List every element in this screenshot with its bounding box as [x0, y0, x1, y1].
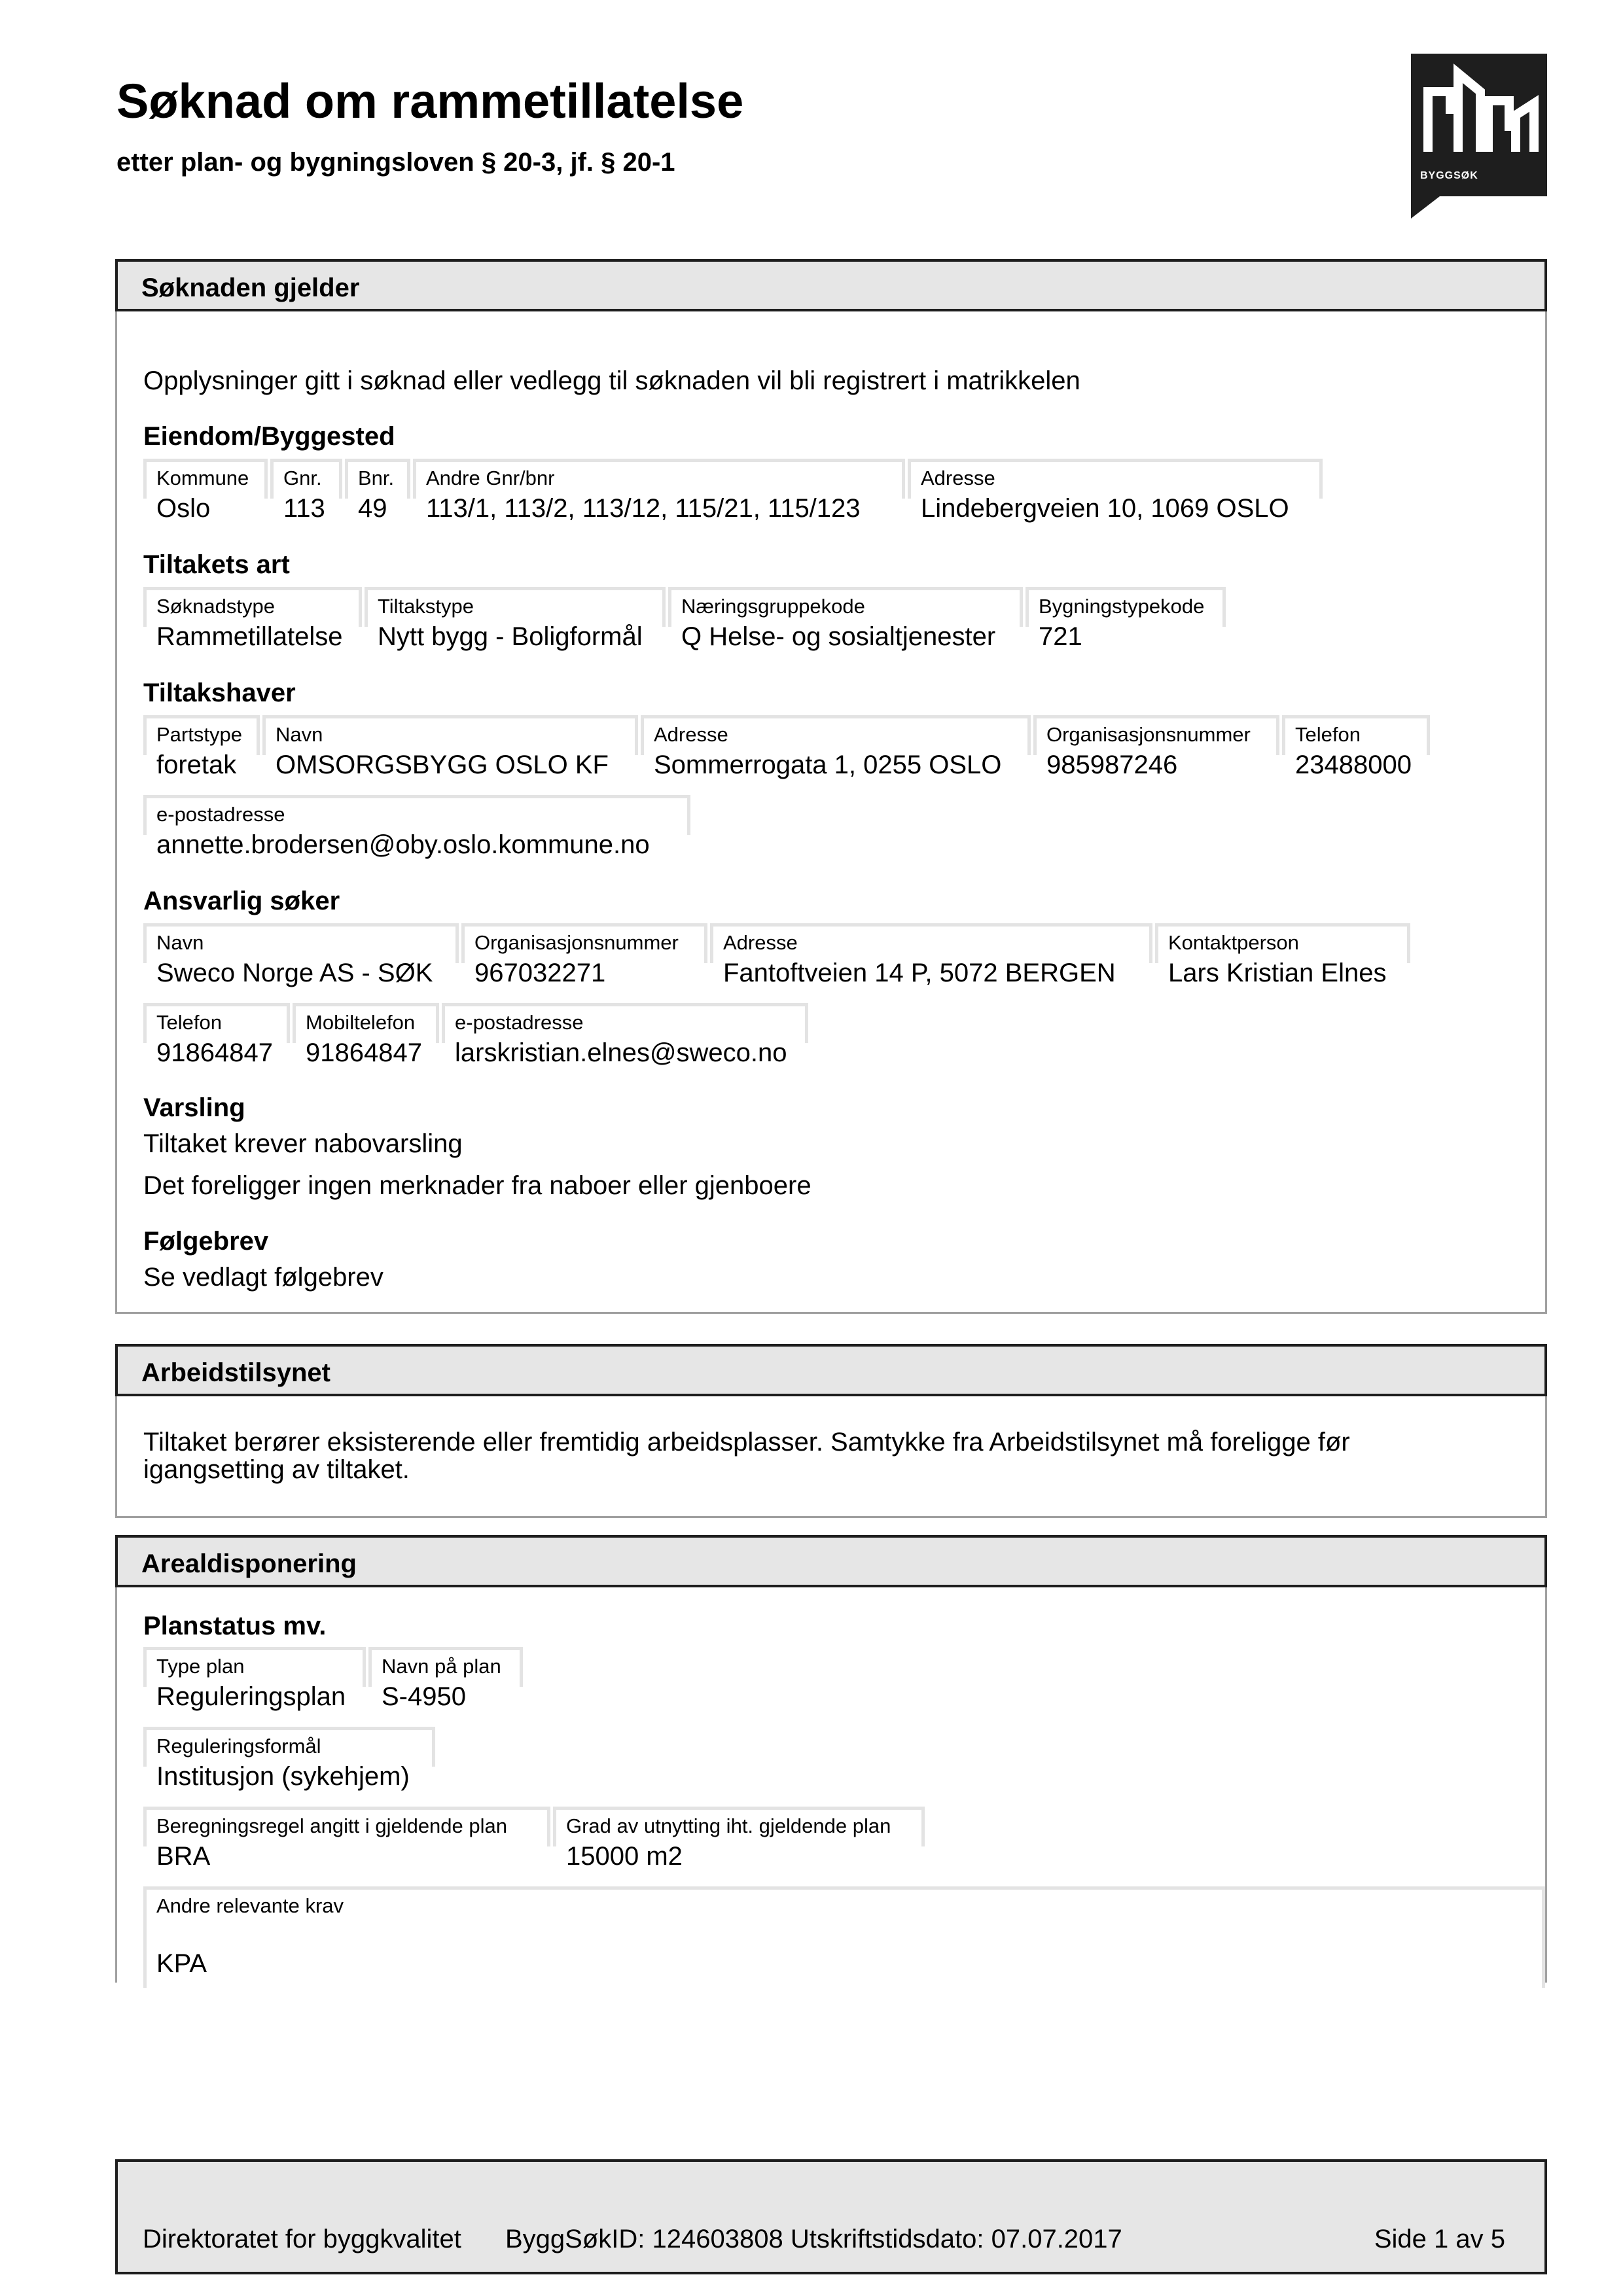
- document-subtitle: etter plan- og bygningsloven § 20-3, jf. § 20-1: [116, 148, 675, 177]
- section-title: Arealdisponering: [141, 1549, 357, 1578]
- field-type-plan: Type plan Reguleringsplan: [143, 1647, 366, 1711]
- tiltakshaver-heading: Tiltakshaver: [143, 679, 296, 707]
- building-logo-icon: [1411, 54, 1547, 171]
- field-andre-relevante-krav: Andre relevante krav KPA: [143, 1886, 1545, 1985]
- varsling-heading: Varsling: [143, 1093, 245, 1122]
- field-soker-navn: Navn Sweco Norge AS - SØK: [143, 923, 459, 987]
- footer-organization: Direktoratet for byggkvalitet: [143, 2225, 461, 2253]
- field-tiltakshaver-epost: e-postadresse annette.brodersen@oby.oslo.kommune.no: [143, 795, 690, 859]
- document-title: Søknad om rammetillatelse: [116, 74, 744, 128]
- varsling-line2: Det foreligger ingen merknader fra naboer eller gjenboere: [143, 1171, 812, 1200]
- arbeidstilsynet-line2: igangsetting av tiltaket.: [143, 1455, 410, 1484]
- field-tiltakshaver-telefon: Telefon 23488000: [1282, 715, 1430, 779]
- field-tiltakshaver-adresse: Adresse Sommerrogata 1, 0255 OSLO: [641, 715, 1031, 779]
- registry-notice: Opplysninger gitt i søknad eller vedlegg til søknaden vil bli registrert i matrikkelen: [143, 366, 1080, 395]
- field-soker-epost: e-postadresse larskristian.elnes@sweco.no: [442, 1003, 808, 1067]
- field-reguleringsformal: Reguleringsformål Institusjon (sykehjem): [143, 1727, 435, 1791]
- field-kommune: Kommune Oslo: [143, 459, 268, 523]
- byggsok-logo: [1411, 54, 1547, 196]
- field-tiltakstype: Tiltakstype Nytt bygg - Boligformål: [365, 587, 666, 651]
- field-beregningsregel: Beregningsregel angitt i gjeldende plan BRA: [143, 1807, 550, 1871]
- section-header: [115, 1535, 1547, 1587]
- ansvarlig-soker-heading: Ansvarlig søker: [143, 887, 340, 915]
- folgebrev-text: Se vedlagt følgebrev: [143, 1263, 383, 1292]
- field-soker-kontaktperson: Kontaktperson Lars Kristian Elnes: [1155, 923, 1410, 987]
- field-naeringsgruppekode: Næringsgruppekode Q Helse- og sosialtjenester: [668, 587, 1023, 651]
- field-grad-av-utnytting: Grad av utnytting iht. gjeldende plan 15000 m2: [553, 1807, 925, 1871]
- field-tiltakshaver-navn: Navn OMSORGSBYGG OSLO KF: [262, 715, 638, 779]
- field-navn-pa-plan: Navn på plan S-4950: [368, 1647, 523, 1711]
- section-header: [115, 259, 1547, 311]
- field-gnr: Gnr. 113: [270, 459, 342, 523]
- field-tiltakshaver-orgnr: Organisasjonsnummer 985987246: [1033, 715, 1279, 779]
- tiltak-heading: Tiltakets art: [143, 550, 290, 579]
- logo-label: BYGGSØK: [1420, 170, 1478, 181]
- page-footer: [115, 2159, 1547, 2274]
- footer-page-number: Side 1 av 5: [1374, 2225, 1505, 2253]
- field-bnr: Bnr. 49: [345, 459, 410, 523]
- field-bygningstypekode: Bygningstypekode 721: [1026, 587, 1226, 651]
- section-title: Søknaden gjelder: [141, 274, 360, 302]
- section-header: [115, 1344, 1547, 1396]
- eiendom-heading: Eiendom/Byggested: [143, 422, 395, 451]
- field-soker-telefon: Telefon 91864847: [143, 1003, 290, 1067]
- field-soker-mobil: Mobiltelefon 91864847: [293, 1003, 439, 1067]
- field-andre-gnr-bnr: Andre Gnr/bnr 113/1, 113/2, 113/12, 115/21, 115/123: [413, 459, 905, 523]
- section-arbeidstilsynet: [115, 1344, 1547, 1518]
- logo-tail: [1411, 196, 1440, 219]
- field-eiendom-adresse: Adresse Lindebergveien 10, 1069 OSLO: [908, 459, 1323, 523]
- field-partstype: Partstype foretak: [143, 715, 260, 779]
- varsling-line1: Tiltaket krever nabovarsling: [143, 1129, 463, 1158]
- field-soknadstype: Søknadstype Rammetillatelse: [143, 587, 362, 651]
- section-title: Arbeidstilsynet: [141, 1358, 330, 1387]
- field-soker-adresse: Adresse Fantoftveien 14 P, 5072 BERGEN: [710, 923, 1152, 987]
- folgebrev-heading: Følgebrev: [143, 1227, 269, 1256]
- section-arealdisponering: [115, 1535, 1547, 1983]
- footer-byggsok-id: ByggSøkID: 124603808 Utskriftstidsdato: 07.07.2017: [505, 2225, 1122, 2253]
- field-soker-orgnr: Organisasjonsnummer 967032271: [461, 923, 707, 987]
- planstatus-heading: Planstatus mv.: [143, 1612, 327, 1640]
- section-soknaden-gjelder: [115, 259, 1547, 1314]
- arbeidstilsynet-line1: Tiltaket berører eksisterende eller fremtidig arbeidsplasser. Samtykke fra Arbeidstilsynet må foreligge før: [143, 1428, 1350, 1457]
